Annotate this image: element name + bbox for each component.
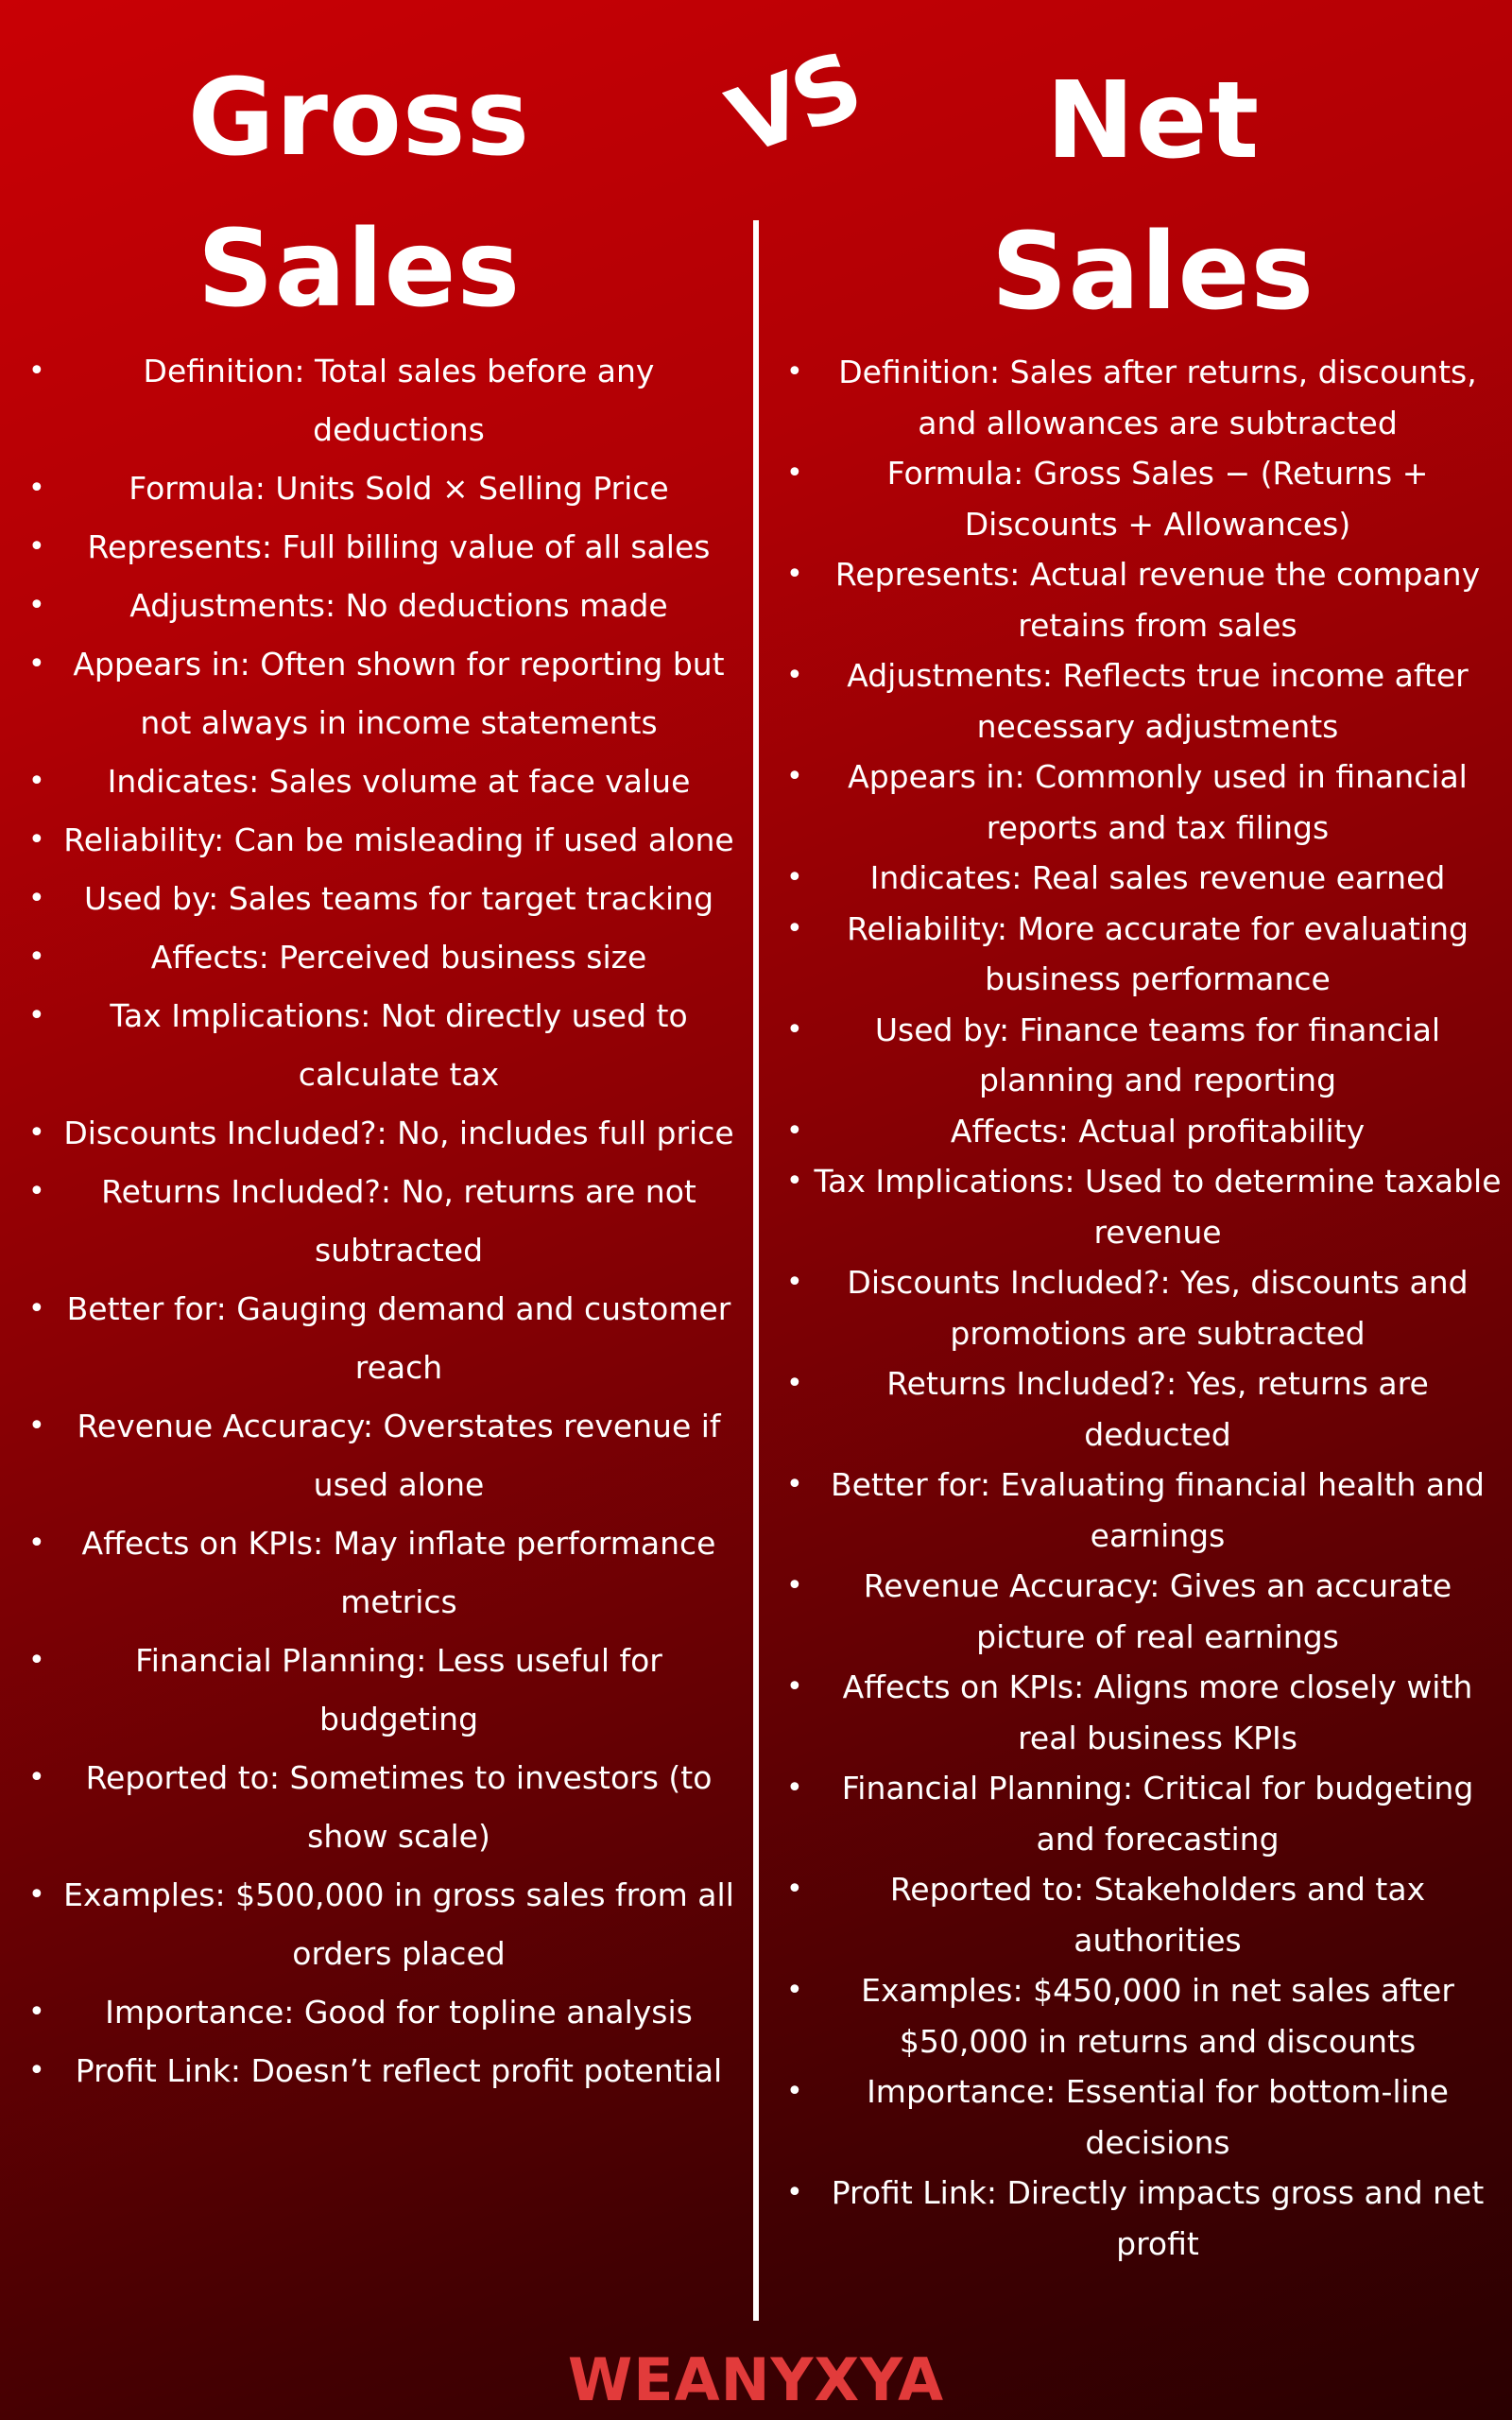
net-list-item [777,853,1503,904]
gross-list-item [19,811,747,870]
bullet-icon: • [28,1116,45,1150]
net-item-text: Definition: Sales after returns, discounts, and allowances are subtracted [838,354,1477,441]
net-sales-title [813,45,1493,348]
bullet-icon: • [786,558,803,591]
gross-item-text: Appears in: Often shown for reporting but not always in income statements [73,646,725,741]
bullet-icon: • [786,1468,803,1501]
bullet-icon: • [786,1873,803,1906]
net-sales-list [777,347,1503,2269]
brand-wordmark: WEANYXYA [567,2345,945,2414]
bullet-icon: • [28,1644,45,1677]
net-list-item [777,1965,1503,2066]
bullet-icon: • [28,472,45,505]
gross-item-text: Revenue Accuracy: Overstates revenue if used alone [77,1408,721,1503]
gross-list-item [19,1104,747,1163]
net-list-item [777,549,1503,650]
gross-item-text: Returns Included?: No, returns are not subtracted [101,1173,696,1269]
net-item-text: Used by: Finance teams for financial planning and reporting [874,1011,1441,1098]
net-item-text: Tax Implications: Used to determine taxable revenue [814,1163,1502,1251]
net-item-text: Examples: $450,000 in net sales after $50,000 in returns and discounts [861,1972,1454,2060]
net-list-item [777,448,1503,549]
net-list-item [777,1864,1503,1965]
bullet-icon: • [28,765,45,798]
net-item-text: Adjustments: Reflects true income after necessary adjustments [847,657,1469,745]
net-item-text: Reported to: Stakeholders and tax authorities [889,1871,1426,1959]
bullet-icon: • [28,1409,45,1443]
net-list-item [777,1156,1503,1257]
bullet-icon: • [28,1292,45,1325]
bullet-icon: • [786,1367,803,1400]
gross-item-text: Adjustments: No deductions made [129,587,668,624]
net-item-text: Discounts Included?: Yes, discounts and promotions are subtracted [847,1264,1469,1352]
bullet-icon: • [786,911,803,945]
gross-title-line2: Sales [197,208,522,331]
gross-list-item [19,1280,747,1397]
net-list-item [777,904,1503,1005]
gross-list-item [19,577,747,635]
bullet-icon: • [786,2176,803,2209]
gross-item-text: Discounts Included?: No, includes full price [63,1115,734,1151]
net-list-item [777,752,1503,853]
bullet-icon: • [28,941,45,974]
net-list-item [777,650,1503,752]
bullet-icon: • [786,1670,803,1703]
bullet-icon: • [28,1996,45,2029]
gross-title-line1: Gross [187,57,531,180]
net-item-text: Indicates: Real sales revenue earned [869,859,1446,896]
net-list-item [777,1358,1503,1460]
bullet-icon: • [28,999,45,1032]
bullet-icon: • [28,1175,45,1208]
gross-list-item [19,342,747,459]
gross-item-text: Affects on KPIs: May inflate performance metrics [81,1525,716,1620]
net-item-text: Importance: Essential for bottom-line decisions [867,2073,1449,2161]
gross-list-item [19,1397,747,1514]
bullet-icon: • [28,530,45,563]
bullet-icon: • [786,760,803,793]
gross-sales-title [38,43,680,345]
gross-list-item [19,987,747,1104]
gross-list-item [19,1866,747,1983]
gross-item-text: Tax Implications: Not directly used to calculate tax [110,997,688,1093]
gross-item-text: Formula: Units Sold × Selling Price [129,470,669,507]
bullet-icon: • [28,2054,45,2087]
net-list-item [777,2168,1503,2269]
gross-list-item [19,459,747,518]
gross-sales-list [19,342,747,2100]
gross-list-item [19,1163,747,1280]
bullet-icon: • [28,354,45,388]
net-list-item [777,1257,1503,1358]
gross-item-text: Definition: Total sales before any deductions [143,353,655,448]
bullet-icon: • [786,1772,803,1805]
net-list-item [777,1763,1503,1864]
bullet-icon: • [786,1266,803,1299]
gross-list-item [19,928,747,987]
bullet-icon: • [28,882,45,915]
net-list-item [777,1460,1503,1561]
net-list-item [777,1662,1503,1763]
gross-item-text: Examples: $500,000 in gross sales from all orders placed [63,1876,734,1972]
net-item-text: Profit Link: Directly impacts gross and net profit [831,2174,1485,2262]
bullet-icon: • [28,1761,45,1794]
gross-list-item [19,1983,747,2042]
net-title-line1: Net [1045,60,1261,182]
bullet-icon: • [786,1114,803,1148]
gross-item-text: Represents: Full billing value of all sales [87,528,711,565]
gross-list-item [19,635,747,752]
bullet-icon: • [786,861,803,894]
net-title-line2: Sales [990,211,1315,334]
gross-list-item [19,1514,747,1632]
net-list-item [777,347,1503,448]
bullet-icon: • [786,659,803,692]
bullet-icon: • [786,2075,803,2108]
gross-item-text: Reported to: Sometimes to investors (to show scale) [85,1759,713,1855]
net-item-text: Financial Planning: Critical for budgeting and forecasting [841,1770,1474,1858]
net-list-item [777,1005,1503,1106]
bullet-icon: • [28,823,45,856]
bullet-icon: • [786,1569,803,1602]
bullet-icon: • [28,648,45,681]
net-item-text: Returns Included?: Yes, returns are deducted [886,1365,1429,1453]
net-item-text: Appears in: Commonly used in financial reports and tax filings [848,758,1468,846]
gross-list-item [19,1632,747,1749]
net-item-text: Revenue Accuracy: Gives an accurate picture of real earnings [863,1567,1452,1655]
gross-item-text: Profit Link: Doesn’t reflect profit potential [75,2052,723,2089]
column-divider [753,220,759,2321]
gross-list-item [19,2042,747,2100]
bullet-icon: • [28,1527,45,1560]
gross-item-text: Affects: Perceived business size [150,939,647,976]
net-item-text: Formula: Gross Sales − (Returns + Discounts + Allowances) [886,455,1429,543]
gross-list-item [19,870,747,928]
bullet-icon: • [786,1012,803,1046]
bullet-icon: • [786,1165,803,1198]
net-item-text: Reliability: More accurate for evaluating business performance [847,909,1469,997]
bullet-icon: • [28,589,45,622]
net-item-text: Affects: Actual profitability [950,1112,1366,1150]
gross-item-text: Indicates: Sales volume at face value [107,763,691,800]
net-item-text: Affects on KPIs: Aligns more closely with real business KPIs [842,1668,1473,1756]
net-list-item [777,1561,1503,1662]
bullet-icon: • [786,1974,803,2007]
bullet-icon: • [28,1878,45,1911]
net-list-item [777,1106,1503,1157]
gross-item-text: Financial Planning: Less useful for budgeting [135,1642,662,1737]
gross-item-text: Used by: Sales teams for target tracking [83,880,714,917]
gross-item-text: Better for: Gauging demand and customer reach [66,1290,731,1386]
vs-label: VS [714,32,872,176]
net-item-text: Better for: Evaluating financial health and earnings [830,1466,1486,1554]
net-list-item [777,2066,1503,2168]
net-item-text: Represents: Actual revenue the company retains from sales [834,556,1481,644]
gross-list-item [19,1749,747,1866]
gross-list-item [19,752,747,811]
bullet-icon: • [786,355,803,389]
bullet-icon: • [786,457,803,490]
gross-item-text: Reliability: Can be misleading if used alone [63,821,734,858]
gross-list-item [19,518,747,577]
gross-item-text: Importance: Good for topline analysis [105,1994,693,2031]
